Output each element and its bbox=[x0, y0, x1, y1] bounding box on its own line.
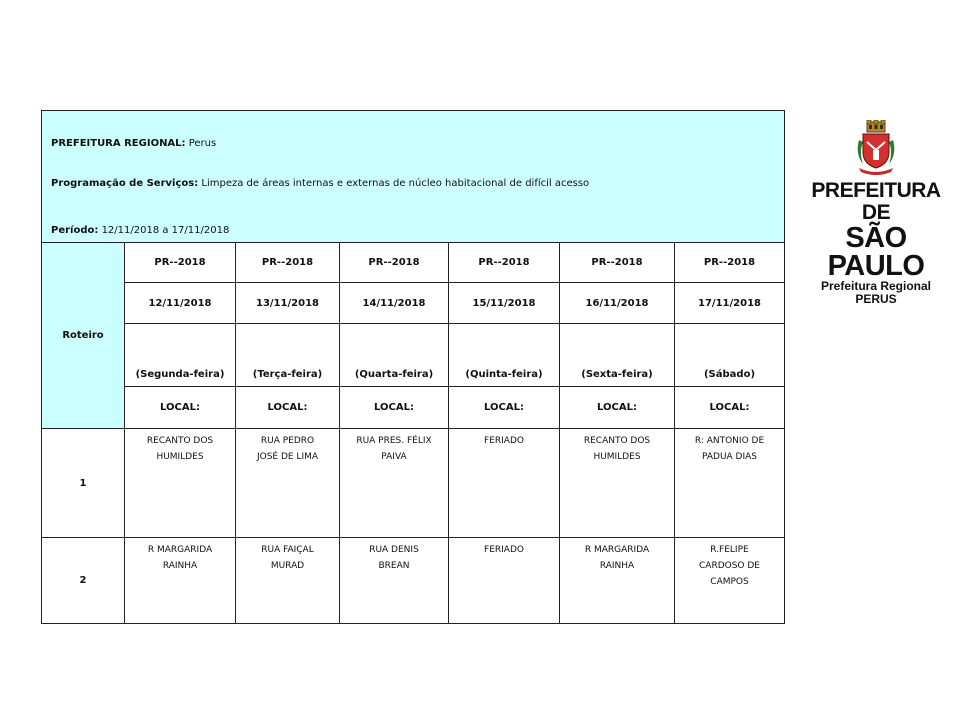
day-code: PR--2018 bbox=[340, 243, 449, 283]
schedule-cell bbox=[236, 429, 340, 538]
logo-line-perus: PERUS bbox=[855, 292, 897, 306]
day-date: 16/11/2018 bbox=[560, 283, 675, 324]
regional-line bbox=[51, 138, 216, 149]
day-weekday: (Quinta-feira) bbox=[449, 324, 560, 387]
logo-line-sao-paulo: SÃO PAULO bbox=[827, 222, 925, 282]
cell-line: FERIADO bbox=[484, 545, 524, 555]
programacao-label: Programação de Serviços: bbox=[51, 178, 199, 189]
cell-line: RAINHA bbox=[162, 561, 198, 571]
day-weekday: (Terça-feira) bbox=[236, 324, 340, 387]
day-code: PR--2018 bbox=[560, 243, 675, 283]
day-code: PR--2018 bbox=[236, 243, 340, 283]
roteiro-header: Roteiro bbox=[42, 243, 125, 429]
day-date: 17/11/2018 bbox=[675, 283, 785, 324]
day-weekday: (Sexta-feira) bbox=[560, 324, 675, 387]
cell-line: R MARGARIDA bbox=[584, 545, 650, 555]
day-local: LOCAL: bbox=[560, 387, 675, 429]
cell-line: PADUA DIAS bbox=[702, 452, 757, 462]
schedule-cell bbox=[340, 538, 449, 624]
prefeitura-logo bbox=[796, 120, 956, 306]
cell-line: RUA PEDRO bbox=[260, 436, 315, 446]
cell-line: RAINHA bbox=[599, 561, 635, 571]
day-date: 12/11/2018 bbox=[125, 283, 236, 324]
day-date: 13/11/2018 bbox=[236, 283, 340, 324]
cell-line: R.FELIPE bbox=[710, 545, 749, 555]
schedule-cell bbox=[675, 429, 785, 538]
row-number: 2 bbox=[42, 538, 125, 624]
table-row bbox=[42, 429, 785, 538]
cell-line: RUA FAIÇAL bbox=[261, 545, 314, 555]
day-code: PR--2018 bbox=[449, 243, 560, 283]
day-weekday: (Segunda-feira) bbox=[125, 324, 236, 387]
cell-line: RUA DENIS bbox=[369, 545, 419, 555]
cell-line: CAMPOS bbox=[710, 577, 749, 587]
cell-line: R MARGARIDA bbox=[147, 545, 213, 555]
day-code: PR--2018 bbox=[125, 243, 236, 283]
schedule-cell bbox=[560, 429, 675, 538]
day-local: LOCAL: bbox=[675, 387, 785, 429]
schedule-cell bbox=[449, 429, 560, 538]
cell-line: PAIVA bbox=[381, 452, 407, 462]
day-date: 15/11/2018 bbox=[449, 283, 560, 324]
cell-line: FERIADO bbox=[484, 436, 524, 446]
cell-line: R: ANTONIO DE bbox=[694, 436, 765, 446]
cell-line: RUA PRES. FÉLIX bbox=[356, 436, 432, 446]
periodo-label: Período: bbox=[51, 225, 99, 236]
day-date: 14/11/2018 bbox=[340, 283, 449, 324]
cell-line: CARDOSO DE bbox=[699, 561, 760, 571]
cell-line: MURAD bbox=[270, 561, 305, 571]
regional-label: PREFEITURA REGIONAL: bbox=[51, 138, 186, 149]
periodo-line bbox=[51, 225, 229, 236]
day-weekday: (Sábado) bbox=[675, 324, 785, 387]
table-row bbox=[42, 538, 785, 624]
coat-of-arms-icon bbox=[853, 120, 899, 176]
info-header bbox=[42, 111, 785, 243]
schedule-cell bbox=[449, 538, 560, 624]
schedule-cell bbox=[560, 538, 675, 624]
day-local: LOCAL: bbox=[449, 387, 560, 429]
cell-line: HUMILDES bbox=[156, 452, 204, 462]
cell-line: RECANTO DOS bbox=[583, 436, 651, 446]
programacao-line bbox=[51, 178, 589, 189]
periodo-value: 12/11/2018 a 17/11/2018 bbox=[101, 225, 230, 236]
day-local: LOCAL: bbox=[340, 387, 449, 429]
programacao-value: Limpeza de áreas internas e externas de núcleo habitacional de difícil acesso bbox=[201, 178, 590, 189]
day-code: PR--2018 bbox=[675, 243, 785, 283]
schedule-cell bbox=[125, 538, 236, 624]
logo-line-regional: Prefeitura Regional bbox=[820, 279, 932, 293]
schedule-cell bbox=[340, 429, 449, 538]
day-weekday: (Quarta-feira) bbox=[340, 324, 449, 387]
cell-line: RECANTO DOS bbox=[146, 436, 214, 446]
schedule-cell bbox=[675, 538, 785, 624]
cell-line: JOSÉ DE LIMA bbox=[256, 452, 319, 462]
row-number: 1 bbox=[42, 429, 125, 538]
schedule-cell bbox=[125, 429, 236, 538]
day-local: LOCAL: bbox=[125, 387, 236, 429]
day-local: LOCAL: bbox=[236, 387, 340, 429]
cell-line: HUMILDES bbox=[593, 452, 641, 462]
schedule-cell bbox=[236, 538, 340, 624]
cell-line: BREAN bbox=[378, 561, 410, 571]
regional-value: Perus bbox=[188, 138, 217, 149]
logo-line-prefeitura: PREFEITURA DE bbox=[811, 179, 941, 224]
schedule-table bbox=[41, 110, 785, 624]
